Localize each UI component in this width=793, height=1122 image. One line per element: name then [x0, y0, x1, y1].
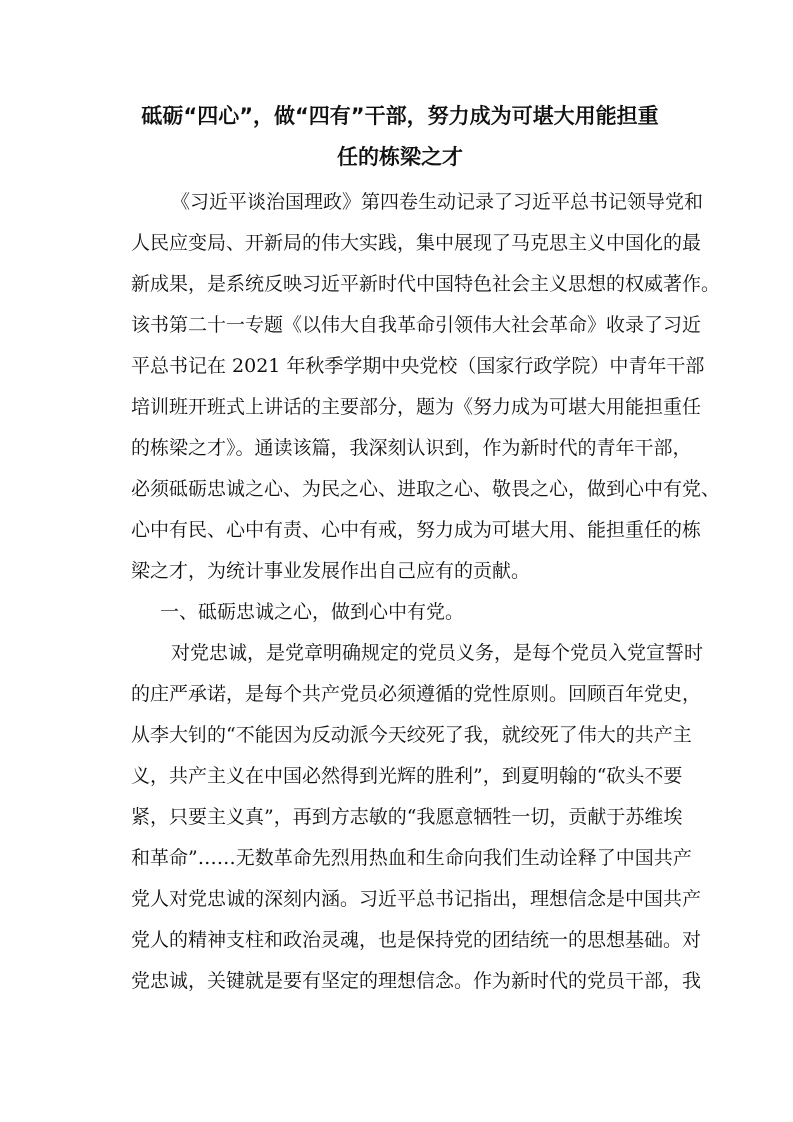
paragraph-line: 《习近平谈治国理政》第四卷生动记录了习近平总书记领导党和 — [171, 191, 704, 213]
paragraph-line: 和革命”……无数革命先烈用热血和生命向我们生动诠释了中国共产 — [131, 847, 692, 869]
paragraph-line: 新成果，是系统反映习近平新时代中国特色社会主义思想的权威著作。 — [131, 273, 721, 295]
paragraph-line: 平总书记在 2021 年秋季学期中央党校（国家行政学院）中青年干部 — [131, 355, 705, 377]
paragraph-line: 的栋梁之才》。通读该篇，我深刻认识到，作为新时代的青年干部， — [131, 437, 692, 459]
paragraph-line: 党人的精神支柱和政治灵魂，也是保持党的团结统一的思想基础。对 — [131, 929, 702, 951]
paragraph-line: 的庄严承诺，是每个共产党员必须遵循的党性原则。回顾百年党史， — [131, 683, 702, 705]
paragraph-line: 人民应变局、开新局的伟大实践，集中展现了马克思主义中国化的最 — [131, 232, 702, 254]
paragraph-line: 必须砥砺忠诚之心、为民之心、进取之心、敬畏之心，做到心中有党、 — [131, 478, 721, 500]
paragraph-line: 紧，只要主义真”，再到方志敏的“我愿意牺牲一切，贡献于苏维埃 — [131, 806, 683, 828]
paragraph-line: 义，共产主义在中国必然得到光辉的胜利”，到夏明翰的“砍头不要 — [131, 765, 683, 787]
section-heading: 一、砥砺忠诚之心，做到心中有党。 — [160, 601, 465, 623]
paragraph-line: 培训班开班式上讲话的主要部分，题为《努力成为可堪大用能担重任 — [131, 396, 702, 418]
paragraph-line: 心中有民、心中有责、心中有戒，努力成为可堪大用、能担重任的栋 — [131, 519, 702, 541]
paragraph-line: 党人对党忠诚的深刻内涵。习近平总书记指出，理想信念是中国共产 — [131, 888, 702, 910]
paragraph-line: 该书第二十一专题《以伟大自我革命引领伟大社会革命》收录了习近 — [131, 314, 702, 336]
paragraph-line: 梁之才，为统计事业发展作出自己应有的贡献。 — [131, 560, 531, 582]
title-line-1: 砥砺“四心”，做“四有”干部，努力成为可堪大用能担重 — [141, 104, 659, 128]
paragraph-line: 党忠诚，关键就是要有坚定的理想信念。作为新时代的党员干部，我 — [131, 970, 702, 992]
title-line-2: 任的栋梁之才 — [337, 145, 463, 169]
paragraph-line: 对党忠诚，是党章明确规定的党员义务，是每个党员入党宣誓时 — [171, 642, 704, 664]
paragraph-line: 从李大钊的“不能因为反动派今天绞死了我，就绞死了伟大的共产主 — [131, 724, 692, 746]
